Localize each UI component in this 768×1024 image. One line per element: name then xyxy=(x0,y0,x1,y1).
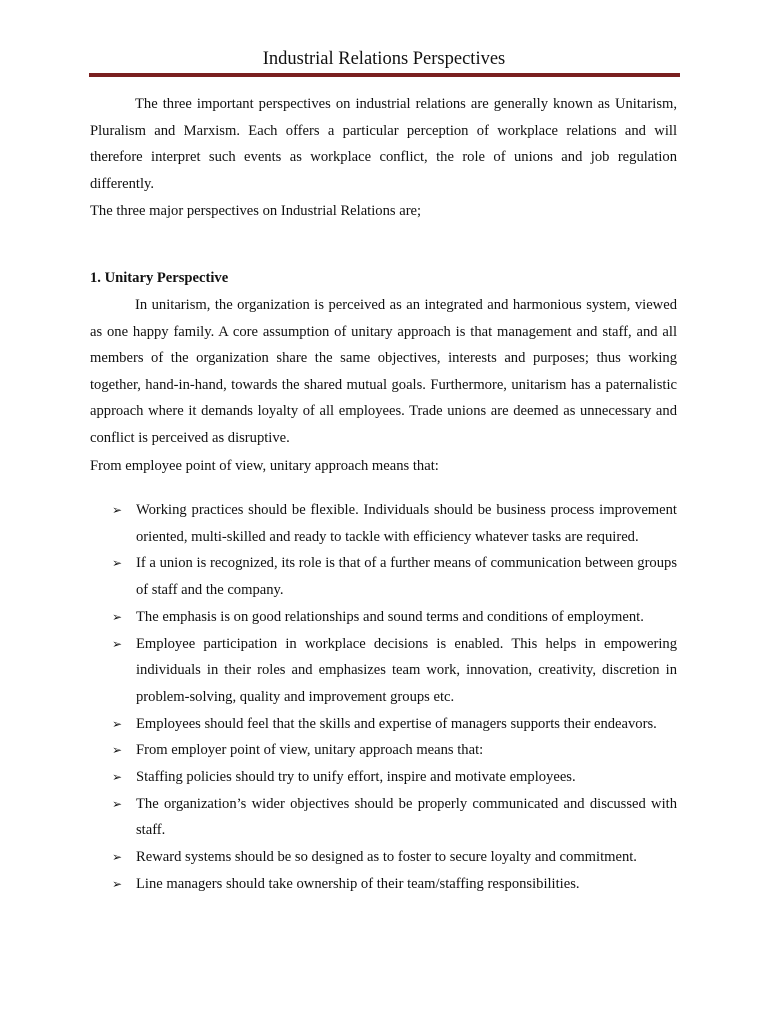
page-title: Industrial Relations Perspectives xyxy=(262,49,506,69)
list-item-text: Line managers should take ownership of their team/staffing responsibilities. xyxy=(136,875,580,892)
arrowhead-bullet-icon: ➢ xyxy=(112,796,123,811)
arrowhead-bullet-icon: ➢ xyxy=(112,770,123,785)
list-item-text: The emphasis is on good relationships and sound terms and conditions of employment. xyxy=(136,608,644,625)
intro-paragraph: The three important perspectives on industrial relations are generally known as Unitarism, Pluralism and Marxism. Each offers a particular perception of workplace relations and will therefore interpret such events as workplace conflict, the role of unions and job regulation differently. xyxy=(90,96,677,192)
arrowhead-bullet-icon: ➢ xyxy=(112,609,123,624)
arrowhead-bullet-icon: ➢ xyxy=(112,556,123,571)
arrowhead-bullet-icon: ➢ xyxy=(112,716,123,731)
arrowhead-bullet-icon: ➢ xyxy=(112,743,123,758)
list-item xyxy=(90,791,677,844)
list-item-text: From employer point of view, unitary approach means that: xyxy=(136,742,484,759)
unitary-lead-in: From employee point of view, unitary approach means that: xyxy=(90,458,439,474)
list-item-text: Employees should feel that the skills and expertise of managers supports their endeavors. xyxy=(136,715,657,732)
arrowhead-bullet-icon: ➢ xyxy=(112,503,123,517)
arrowhead-bullet-icon: ➢ xyxy=(112,636,123,651)
list-item-text: Reward systems should be so designed as to foster to secure loyalty and commitment. xyxy=(136,849,637,866)
section-heading-unitary: 1. Unitary Perspective xyxy=(90,270,229,286)
list-item xyxy=(90,497,677,550)
list-item-text: The organization’s wider objectives should be properly communicated and discussed with staff. xyxy=(136,795,677,839)
arrowhead-bullet-icon: ➢ xyxy=(112,850,123,865)
intro-lead-in: The three major perspectives on Industrial Relations are; xyxy=(90,203,422,219)
list-item xyxy=(90,711,677,738)
unitary-bullet-list xyxy=(90,497,677,898)
list-item-text: Staffing policies should try to unify effort, inspire and motivate employees. xyxy=(136,769,576,786)
arrowhead-bullet-icon: ➢ xyxy=(112,876,123,891)
list-item-text: If a union is recognized, its role is that of a further means of communication between groups of staff and the company. xyxy=(136,555,677,599)
list-item xyxy=(90,550,677,603)
list-item-text: Employee participation in workplace decisions is enabled. This helps in empowering individuals in their roles and emphasizes team work, innovation, creativity, discretion in problem-solving, quality and improvement groups etc. xyxy=(136,635,677,705)
title-divider xyxy=(89,73,680,77)
list-item-text: Working practices should be flexible. Individuals should be business process improvement oriented, multi-skilled and ready to tackle with efficiency whatever tasks are required. xyxy=(136,502,677,545)
list-item xyxy=(90,631,677,711)
list-item xyxy=(90,764,677,791)
list-item xyxy=(90,844,677,871)
unitary-paragraph: In unitarism, the organization is perceived as an integrated and harmonious system, viewed as one happy family. A core assumption of unitary approach is that management and staff, and all members of the organization share the same objectives, interests and purposes; thus working together, hand-in-hand, towards the shared mutual goals. Furthermore, unitarism has a paternalistic approach where it demands loyalty of all employees. Trade unions are deemed as unnecessary and conflict is perceived as disruptive. xyxy=(90,297,677,446)
list-item xyxy=(90,604,677,631)
list-item xyxy=(90,737,677,764)
list-item xyxy=(90,871,677,898)
